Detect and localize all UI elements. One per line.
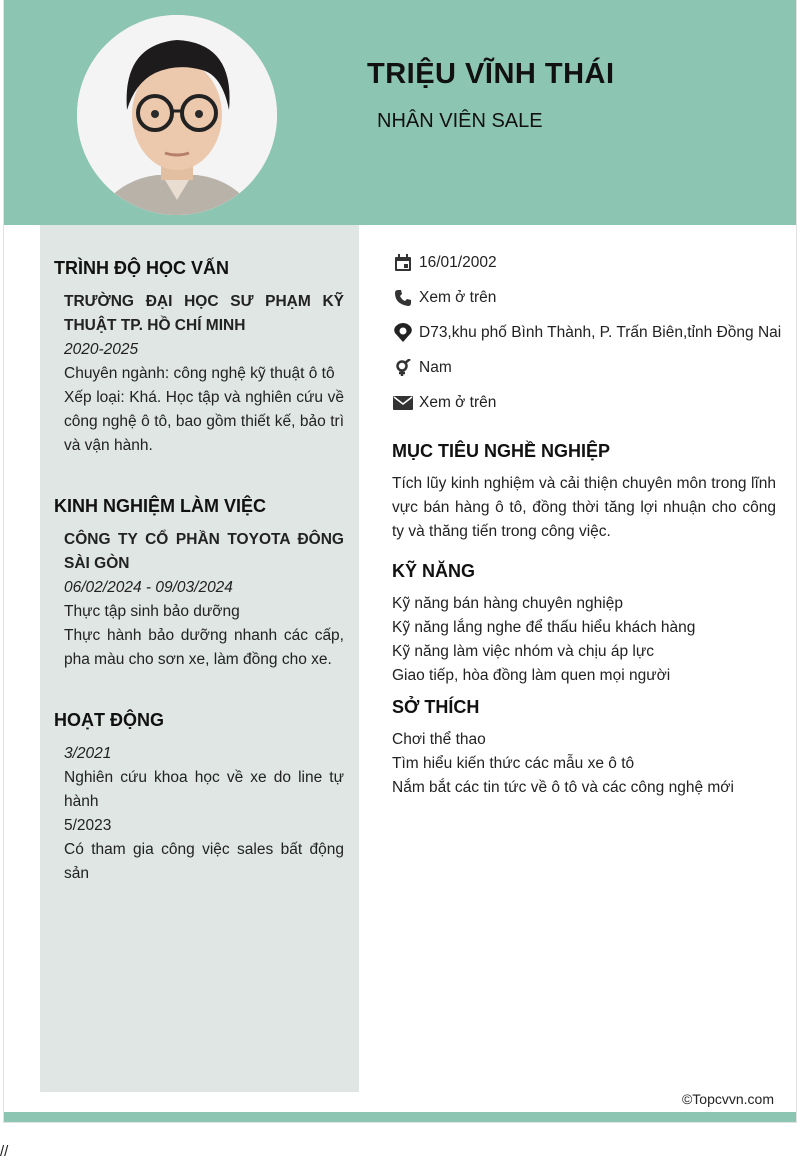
hobby-item: Nắm bắt các tin tức về ô tô và các công nghệ mới [392,779,734,796]
hobby-item: Tìm hiểu kiến thức các mẫu xe ô tô [392,755,635,772]
candidate-name: TRIỆU VĨNH THÁI [367,58,615,90]
gender-icon [392,357,414,379]
education-school: TRƯỜNG ĐẠI HỌC SƯ PHẠM KỸ THUẬT TP. HỒ CHÍ MINH [64,293,344,334]
objective-title: MỤC TIÊU NGHỀ NGHIỆP [392,441,611,461]
header-band [4,0,796,225]
location-icon [392,322,414,344]
mail-icon [392,392,414,414]
activity-date-2: 5/2023 [64,817,112,834]
portrait-photo [77,15,277,215]
trailing-text: // [0,1143,9,1160]
contact-phone [392,286,496,310]
education-title: TRÌNH ĐỘ HỌC VẤN [54,258,229,278]
contact-birthday [392,251,497,275]
left-sidebar [40,225,359,1092]
hobby-item: Chơi thể thao [392,731,486,748]
experience-description: Thực hành bảo dưỡng nhanh các cấp, pha màu cho sơn xe, làm đồng cho xe. [64,627,344,668]
education-block [64,290,344,458]
address-text: D73,khu phố Bình Thành, P. Trấn Biên,tỉnh Đồng Nai [419,324,782,341]
footer-bar [4,1112,796,1122]
email-text: Xem ở trên [419,394,497,411]
activity-date-1: 3/2021 [64,745,112,762]
education-major: Chuyên ngành: công nghệ kỹ thuật ô tô [64,365,335,382]
cv-page [4,0,796,1122]
education-period: 2020-2025 [64,341,139,358]
calendar-icon [392,252,414,274]
experience-period: 06/02/2024 - 09/03/2024 [64,579,233,596]
footer-credit: ©Topcvvn.com [681,1091,774,1107]
skill-item: Kỹ năng làm việc nhóm và chịu áp lực [392,643,654,660]
experience-title: KINH NGHIỆM LÀM VIỆC [54,496,267,516]
activity-text-1: Nghiên cứu khoa học về xe do line tự hành [64,769,344,810]
activities-title: HOẠT ĐỘNG [54,710,164,730]
skill-item: Kỹ năng bán hàng chuyên nghiệp [392,595,623,612]
gender-text: Nam [419,359,452,376]
contact-email [392,391,496,415]
skill-item: Kỹ năng lắng nghe để thấu hiểu khách hàng [392,619,696,636]
phone-text: Xem ở trên [419,289,497,306]
skill-item: Giao tiếp, hòa đồng làm quen mọi người [392,667,671,684]
education-description: Xếp loại: Khá. Học tập và nghiên cứu về công nghệ ô tô, bao gồm thiết kế, bảo trì và vận hành. [64,389,344,454]
experience-company: CÔNG TY CỔ PHẦN TOYOTA ĐÔNG SÀI GÒN [64,531,344,572]
phone-icon [392,287,414,309]
hobbies-title: SỞ THÍCH [392,697,480,717]
candidate-role: NHÂN VIÊN SALE [377,110,543,132]
skills-title: KỸ NĂNG [392,561,476,581]
activities-block [64,742,344,886]
experience-block [64,528,344,672]
contact-address [392,321,781,345]
experience-position: Thực tập sinh bảo dưỡng [64,603,240,620]
avatar [77,15,277,215]
hobbies-list [392,728,776,800]
contact-gender [392,356,452,380]
objective-text: Tích lũy kinh nghiệm và cải thiện chuyên môn trong lĩnh vực bán hàng ô tô, đồng thời tăng lợi nhuận cho công ty và thăng tiến trong công việc. [392,475,776,540]
birthday-text: 16/01/2002 [419,254,497,271]
skills-list [392,592,776,688]
activity-text-2: Có tham gia công việc sales bất động sản [64,841,344,882]
